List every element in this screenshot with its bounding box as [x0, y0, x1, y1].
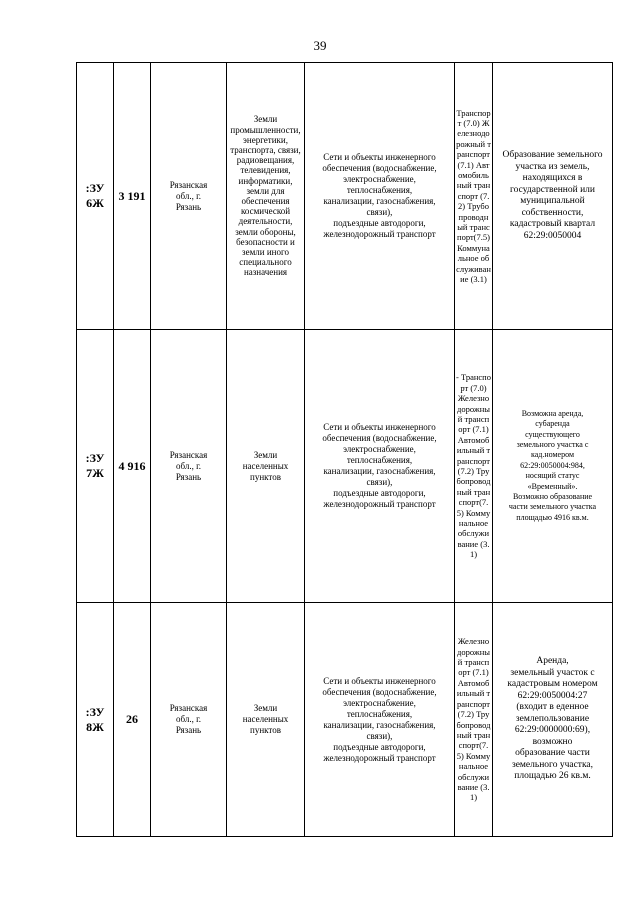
land-category-cell: Земли населенных пунктов — [227, 330, 305, 603]
use-code-cell: - Транспорт (7.0) Железнодорожный транспорт (7.1) Автомобильный транспорт (7.2) Трубопроводный транспорт(7.5) Коммунальное обслуживание (3.1) — [455, 330, 493, 603]
page-number: 39 — [313, 38, 327, 53]
table-row — [77, 603, 613, 837]
permitted-use-cell: Сети и объекты инженерного обеспечения (водоснабжение, электроснабжение, теплоснабжения, канализации, газоснабжения, связи), подъездные автодороги, железнодорожный транспорт — [305, 603, 455, 837]
table-row — [77, 330, 613, 603]
use-code-cell: Транспорт (7.0) Железнодорожный транспорт (7.1) Автомобильный транспорт (7.2) Трубопроводный транспорт(7.5) Коммунальное обслуживание (3.1) — [455, 63, 493, 330]
plot-location-cell: Рязанская обл., г. Рязань — [151, 330, 227, 603]
plot-area-cell: 26 — [114, 603, 151, 837]
plot-note-cell: Образование земельного участка из земель, находящихся в государственной или муниципальной собственности, кадастровый квартал 62:29:0050004 — [493, 63, 613, 330]
permitted-use-cell: Сети и объекты инженерного обеспечения (водоснабжение, электроснабжение, теплоснабжения, канализации, газоснабжения, связи), подъездные автодороги, железнодорожный транспорт — [305, 63, 455, 330]
table-row — [77, 63, 613, 330]
plot-area-cell: 4 916 — [114, 330, 151, 603]
permitted-use-cell: Сети и объекты инженерного обеспечения (водоснабжение, электроснабжение, теплоснабжения, канализации, газоснабжения, связи), подъездные автодороги, железнодорожный транспорт — [305, 330, 455, 603]
plot-location-cell: Рязанская обл., г. Рязань — [151, 603, 227, 837]
plot-location-cell: Рязанская обл., г. Рязань — [151, 63, 227, 330]
plot-id-cell: :ЗУ 8Ж — [77, 603, 114, 837]
plot-area-cell: 3 191 — [114, 63, 151, 330]
land-category-cell: Земли населенных пунктов — [227, 603, 305, 837]
plot-note-cell: Аренда, земельный участок с кадастровым номером 62:29:0050004:27 (входит в еденное землепользование 62:29:0000000:69), возможно образование части земельного участка, площадью 26 кв.м. — [493, 603, 613, 837]
plot-note-cell: Возможна аренда, субаренда существующего земельного участка с кад.номером 62:29:0050004:984, носящий статус «Временный». Возможно образование части земельного участка площадью 4916 кв.м. — [493, 330, 613, 603]
plot-id-cell: :ЗУ 6Ж — [77, 63, 114, 330]
plot-id-cell: :ЗУ 7Ж — [77, 330, 114, 603]
use-code-cell: Железнодорожный транспорт (7.1) Автомобильный транспорт (7.2) Трубопроводный транспорт(7.5) Коммунальное обслуживание (3.1) — [455, 603, 493, 837]
land-plots-table — [76, 62, 613, 837]
land-category-cell: Земли промышленности, энергетики, транспорта, связи, радиовещания, телевидения, информатики, земли для обеспечения космической деятельности, земли обороны, безопасности и земли иного специального назначения — [227, 63, 305, 330]
